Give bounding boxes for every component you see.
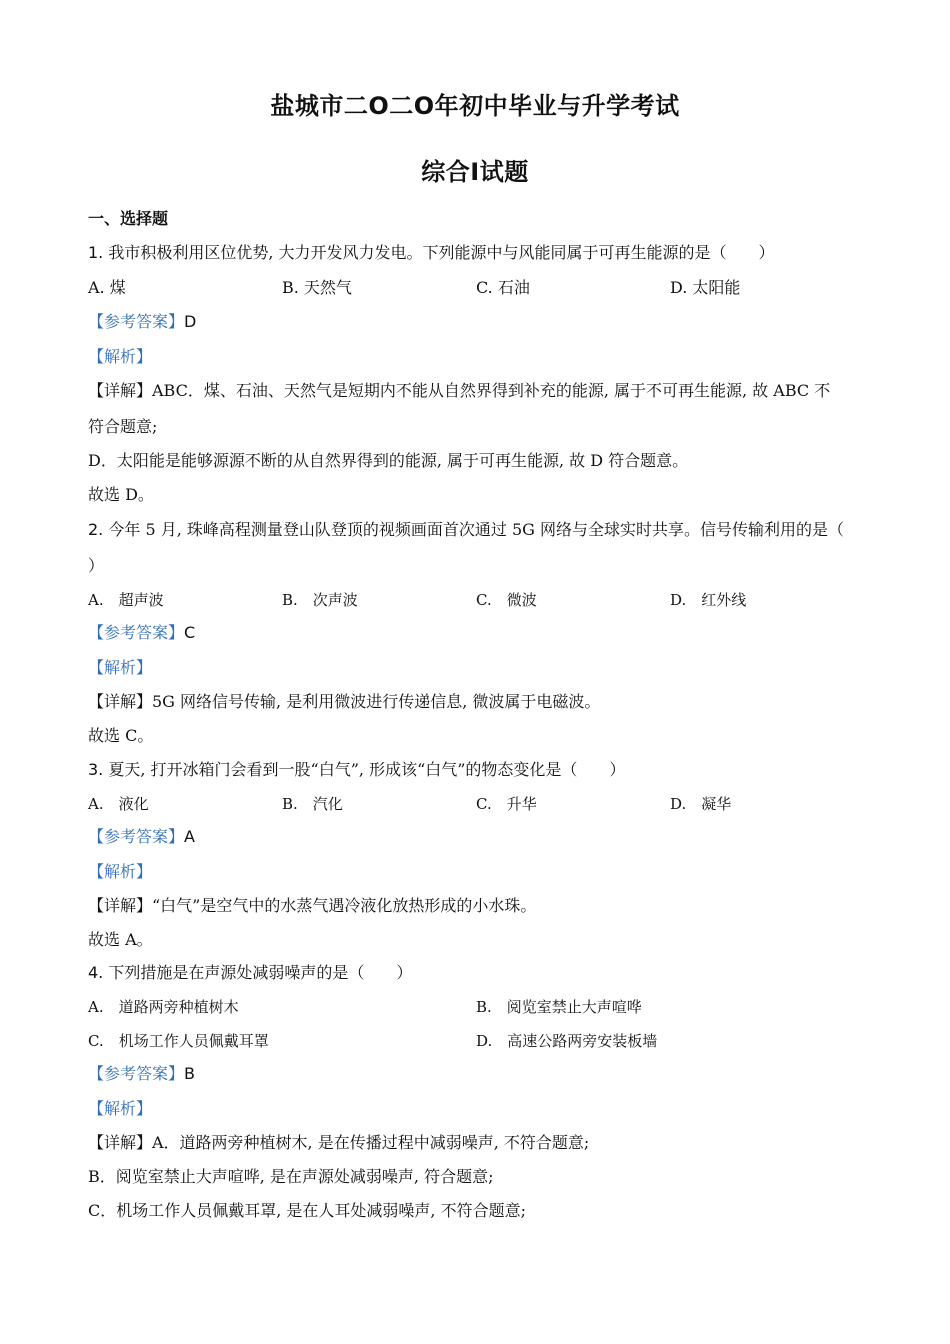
- question-4-detail-3: C．机场工作人员佩戴耳罩, 是在人耳处减弱噪声, 不符合题意;: [88, 1201, 526, 1220]
- question-1-number: 1.: [88, 243, 104, 262]
- question-1-option-a: A. 煤: [88, 278, 126, 297]
- question-2-text: 今年 5 月, 珠峰高程测量登山队登顶的视频画面首次通过 5G 网络与全球实时共享。信号传输利用的是（: [108, 520, 845, 539]
- question-4-option-b: B. 阅览室禁止大声喧哗: [476, 998, 642, 1016]
- question-2-option-b: B. 次声波: [282, 591, 358, 609]
- answer-value: A: [184, 827, 195, 846]
- question-4-stem: [88, 961, 868, 985]
- question-3-conclusion: 故选 A。: [88, 930, 153, 949]
- page-subtitle: 综合Ⅰ试题: [421, 158, 529, 186]
- question-2-answer: [88, 621, 868, 645]
- question-1-detail-2: 符合题意;: [88, 417, 158, 436]
- answer-value: C: [184, 623, 196, 642]
- question-1-option-d: D. 太阳能: [670, 278, 741, 297]
- question-3-analysis-label: 【解析】: [88, 862, 153, 881]
- question-1-option-b: B. 天然气: [282, 278, 352, 297]
- page-title: 盐城市二O二O年初中毕业与升学考试: [270, 92, 680, 120]
- question-3-option-d: D. 凝华: [670, 795, 732, 813]
- question-1-answer: [88, 310, 868, 334]
- question-2-conclusion: 故选 C。: [88, 726, 154, 745]
- question-3-option-a: A. 液化: [88, 795, 149, 813]
- question-2-analysis-label: 【解析】: [88, 658, 153, 677]
- question-4-option-a: A. 道路两旁种植树木: [88, 998, 239, 1016]
- question-3-answer: [88, 825, 868, 849]
- question-1-detail-3: D．太阳能是能够源源不断的从自然界得到的能源, 属于可再生能源, 故 D 符合题意。: [88, 451, 689, 470]
- question-4-option-c: C. 机场工作人员佩戴耳罩: [88, 1032, 269, 1050]
- question-2-option-c: C. 微波: [476, 591, 537, 609]
- question-1-detail-1: 【详解】ABC．煤、石油、天然气是短期内不能从自然界得到补充的能源, 属于不可再生能源, 故 ABC 不: [88, 381, 831, 400]
- answer-label: 【参考答案】: [88, 827, 185, 846]
- question-4-detail-2: B．阅览室禁止大声喧哗, 是在声源处减弱噪声, 符合题意;: [88, 1167, 494, 1186]
- question-2-detail-1: 【详解】5G 网络信号传输, 是利用微波进行传递信息, 微波属于电磁波。: [88, 692, 601, 711]
- question-3-number: 3.: [88, 760, 104, 779]
- question-4-option-d: D. 高速公路两旁安装板墙: [476, 1032, 658, 1050]
- question-2-stem-line-2: ）: [88, 556, 105, 575]
- answer-label: 【参考答案】: [88, 312, 185, 331]
- question-3-text: 夏天, 打开冰箱门会看到一股“白气”, 形成该“白气”的物态变化是（ ）: [108, 760, 626, 779]
- question-1-option-c: C. 石油: [476, 278, 530, 297]
- question-4-answer: [88, 1062, 868, 1086]
- question-3-detail-1: 【详解】“白气”是空气中的水蒸气遇冷液化放热形成的小水珠。: [88, 896, 537, 915]
- question-3-option-b: B. 汽化: [282, 795, 343, 813]
- question-4-number: 4.: [88, 963, 104, 982]
- answer-label: 【参考答案】: [88, 623, 185, 642]
- answer-value: D: [184, 312, 197, 331]
- question-1-analysis-label: 【解析】: [88, 347, 153, 366]
- question-2-stem-line-1: [88, 518, 868, 542]
- question-4-text: 下列措施是在声源处减弱噪声的是（ ）: [108, 963, 413, 982]
- answer-label: 【参考答案】: [88, 1064, 185, 1083]
- question-2-option-d: D. 红外线: [670, 591, 747, 609]
- question-2-number: 2.: [88, 520, 104, 539]
- section-heading: 一、选择题: [88, 209, 169, 228]
- question-1-text: 我市积极利用区位优势, 大力开发风力发电。下列能源中与风能同属于可再生能源的是（ ）: [108, 243, 775, 262]
- question-3-option-c: C. 升华: [476, 795, 537, 813]
- question-3-stem: [88, 758, 868, 782]
- question-1-stem: [88, 241, 868, 265]
- question-4-detail-1: 【详解】A．道路两旁种植树木, 是在传播过程中减弱噪声, 不符合题意;: [88, 1133, 590, 1152]
- answer-value: B: [184, 1064, 195, 1083]
- question-1-conclusion: 故选 D。: [88, 485, 154, 504]
- question-4-analysis-label: 【解析】: [88, 1099, 153, 1118]
- question-2-option-a: A. 超声波: [88, 591, 164, 609]
